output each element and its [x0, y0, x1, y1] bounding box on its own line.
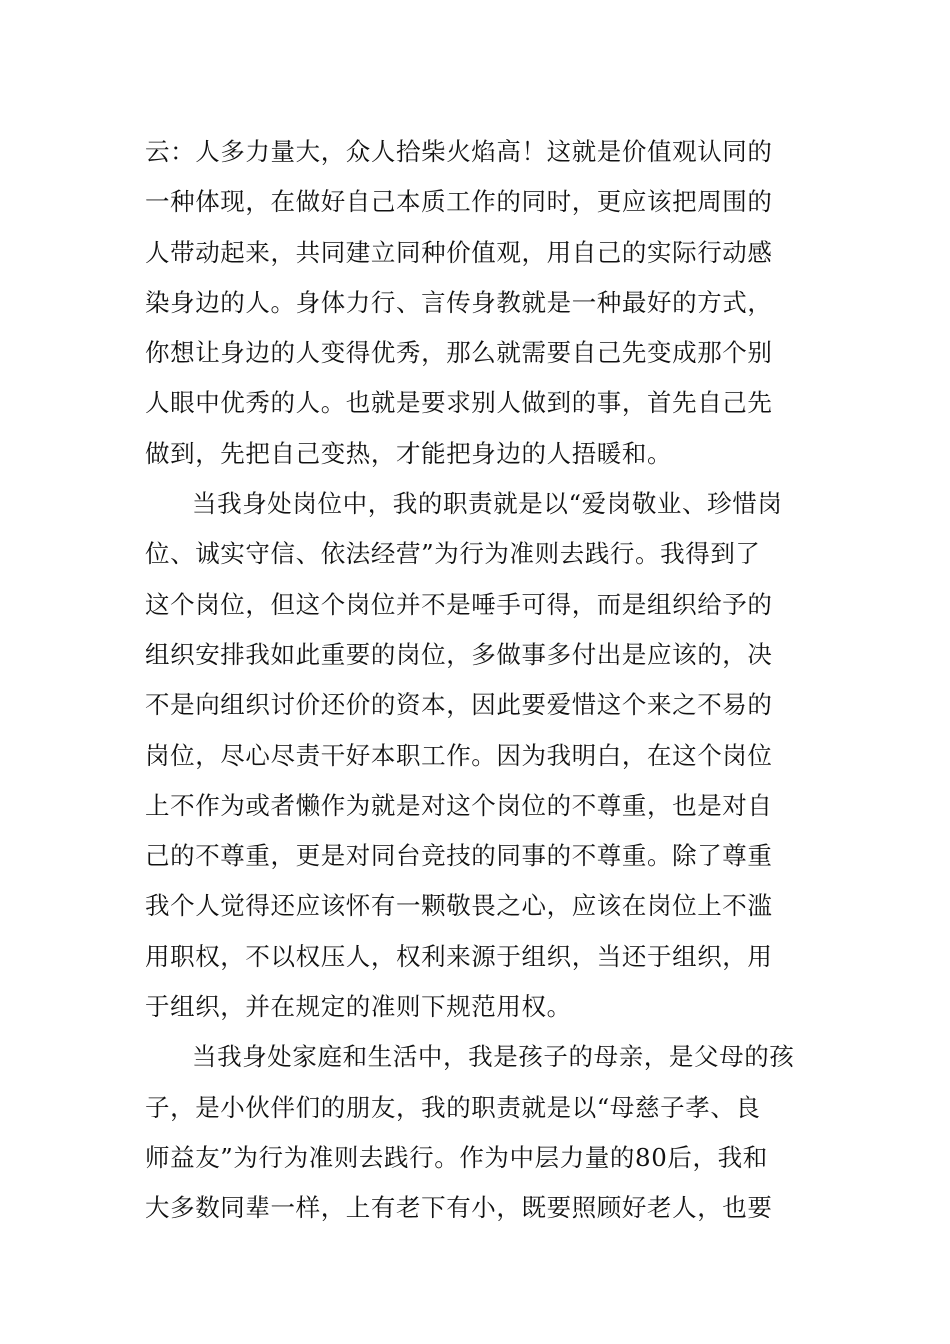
text-line: 一种体现，在做好自己本质工作的同时，更应该把周围的: [145, 187, 773, 217]
text-line: 不是向组织讨价还价的资本，因此要爱惜这个来之不易的: [145, 690, 773, 720]
text-line: 我个人觉得还应该怀有一颗敬畏之心，应该在岗位上不滥: [145, 891, 773, 921]
text-line: 人眼中优秀的人。也就是要求别人做到的事，首先自己先: [145, 388, 773, 418]
text-line: 用职权，不以权压人，权利来源于组织，当还于组织，用: [145, 941, 773, 971]
text-line: 岗位，尽心尽责干好本职工作。因为我明白，在这个岗位: [145, 740, 773, 770]
text-line: 师益友”为行为准则去践行。作为中层力量的80后，我和: [145, 1142, 768, 1172]
text-line: 你想让身边的人变得优秀，那么就需要自己先变成那个别: [145, 338, 773, 368]
paragraph-start-line: 当我身处家庭和生活中，我是孩子的母亲，是父母的孩: [192, 1042, 795, 1072]
document-body: [145, 127, 815, 1234]
text-line: 于组织，并在规定的准则下规范用权。: [145, 992, 572, 1022]
text-line: 大多数同辈一样，上有老下有小，既要照顾好老人，也要: [145, 1193, 773, 1223]
text-line: 人带动起来，共同建立同种价值观，用自己的实际行动感: [145, 237, 773, 267]
text-line: 位、诚实守信、依法经营”为行为准则去践行。我得到了: [145, 539, 761, 569]
text-line: 云：人多力量大，众人拾柴火焰高！这就是价值观认同的: [145, 137, 773, 166]
text-line: 上不作为或者懒作为就是对这个岗位的不尊重，也是对自: [145, 790, 773, 820]
text-line: 染身边的人。身体力行、言传身教就是一种最好的方式，: [145, 287, 773, 317]
paragraph-start-line: 当我身处岗位中，我的职责就是以“爱岗敬业、珍惜岗: [192, 489, 783, 519]
text-line: 做到，先把自己变热，才能把身边的人捂暖和。: [145, 438, 673, 468]
text-line: 这个岗位，但这个岗位并不是唾手可得，而是组织给予的: [145, 589, 773, 619]
text-line: 子，是小伙伴们的朋友，我的职责就是以“母慈子孝、良: [145, 1092, 761, 1122]
text-line: 组织安排我如此重要的岗位，多做事多付出是应该的，决: [145, 639, 773, 669]
text-line: 己的不尊重，更是对同台竞技的同事的不尊重。除了尊重: [145, 841, 773, 871]
